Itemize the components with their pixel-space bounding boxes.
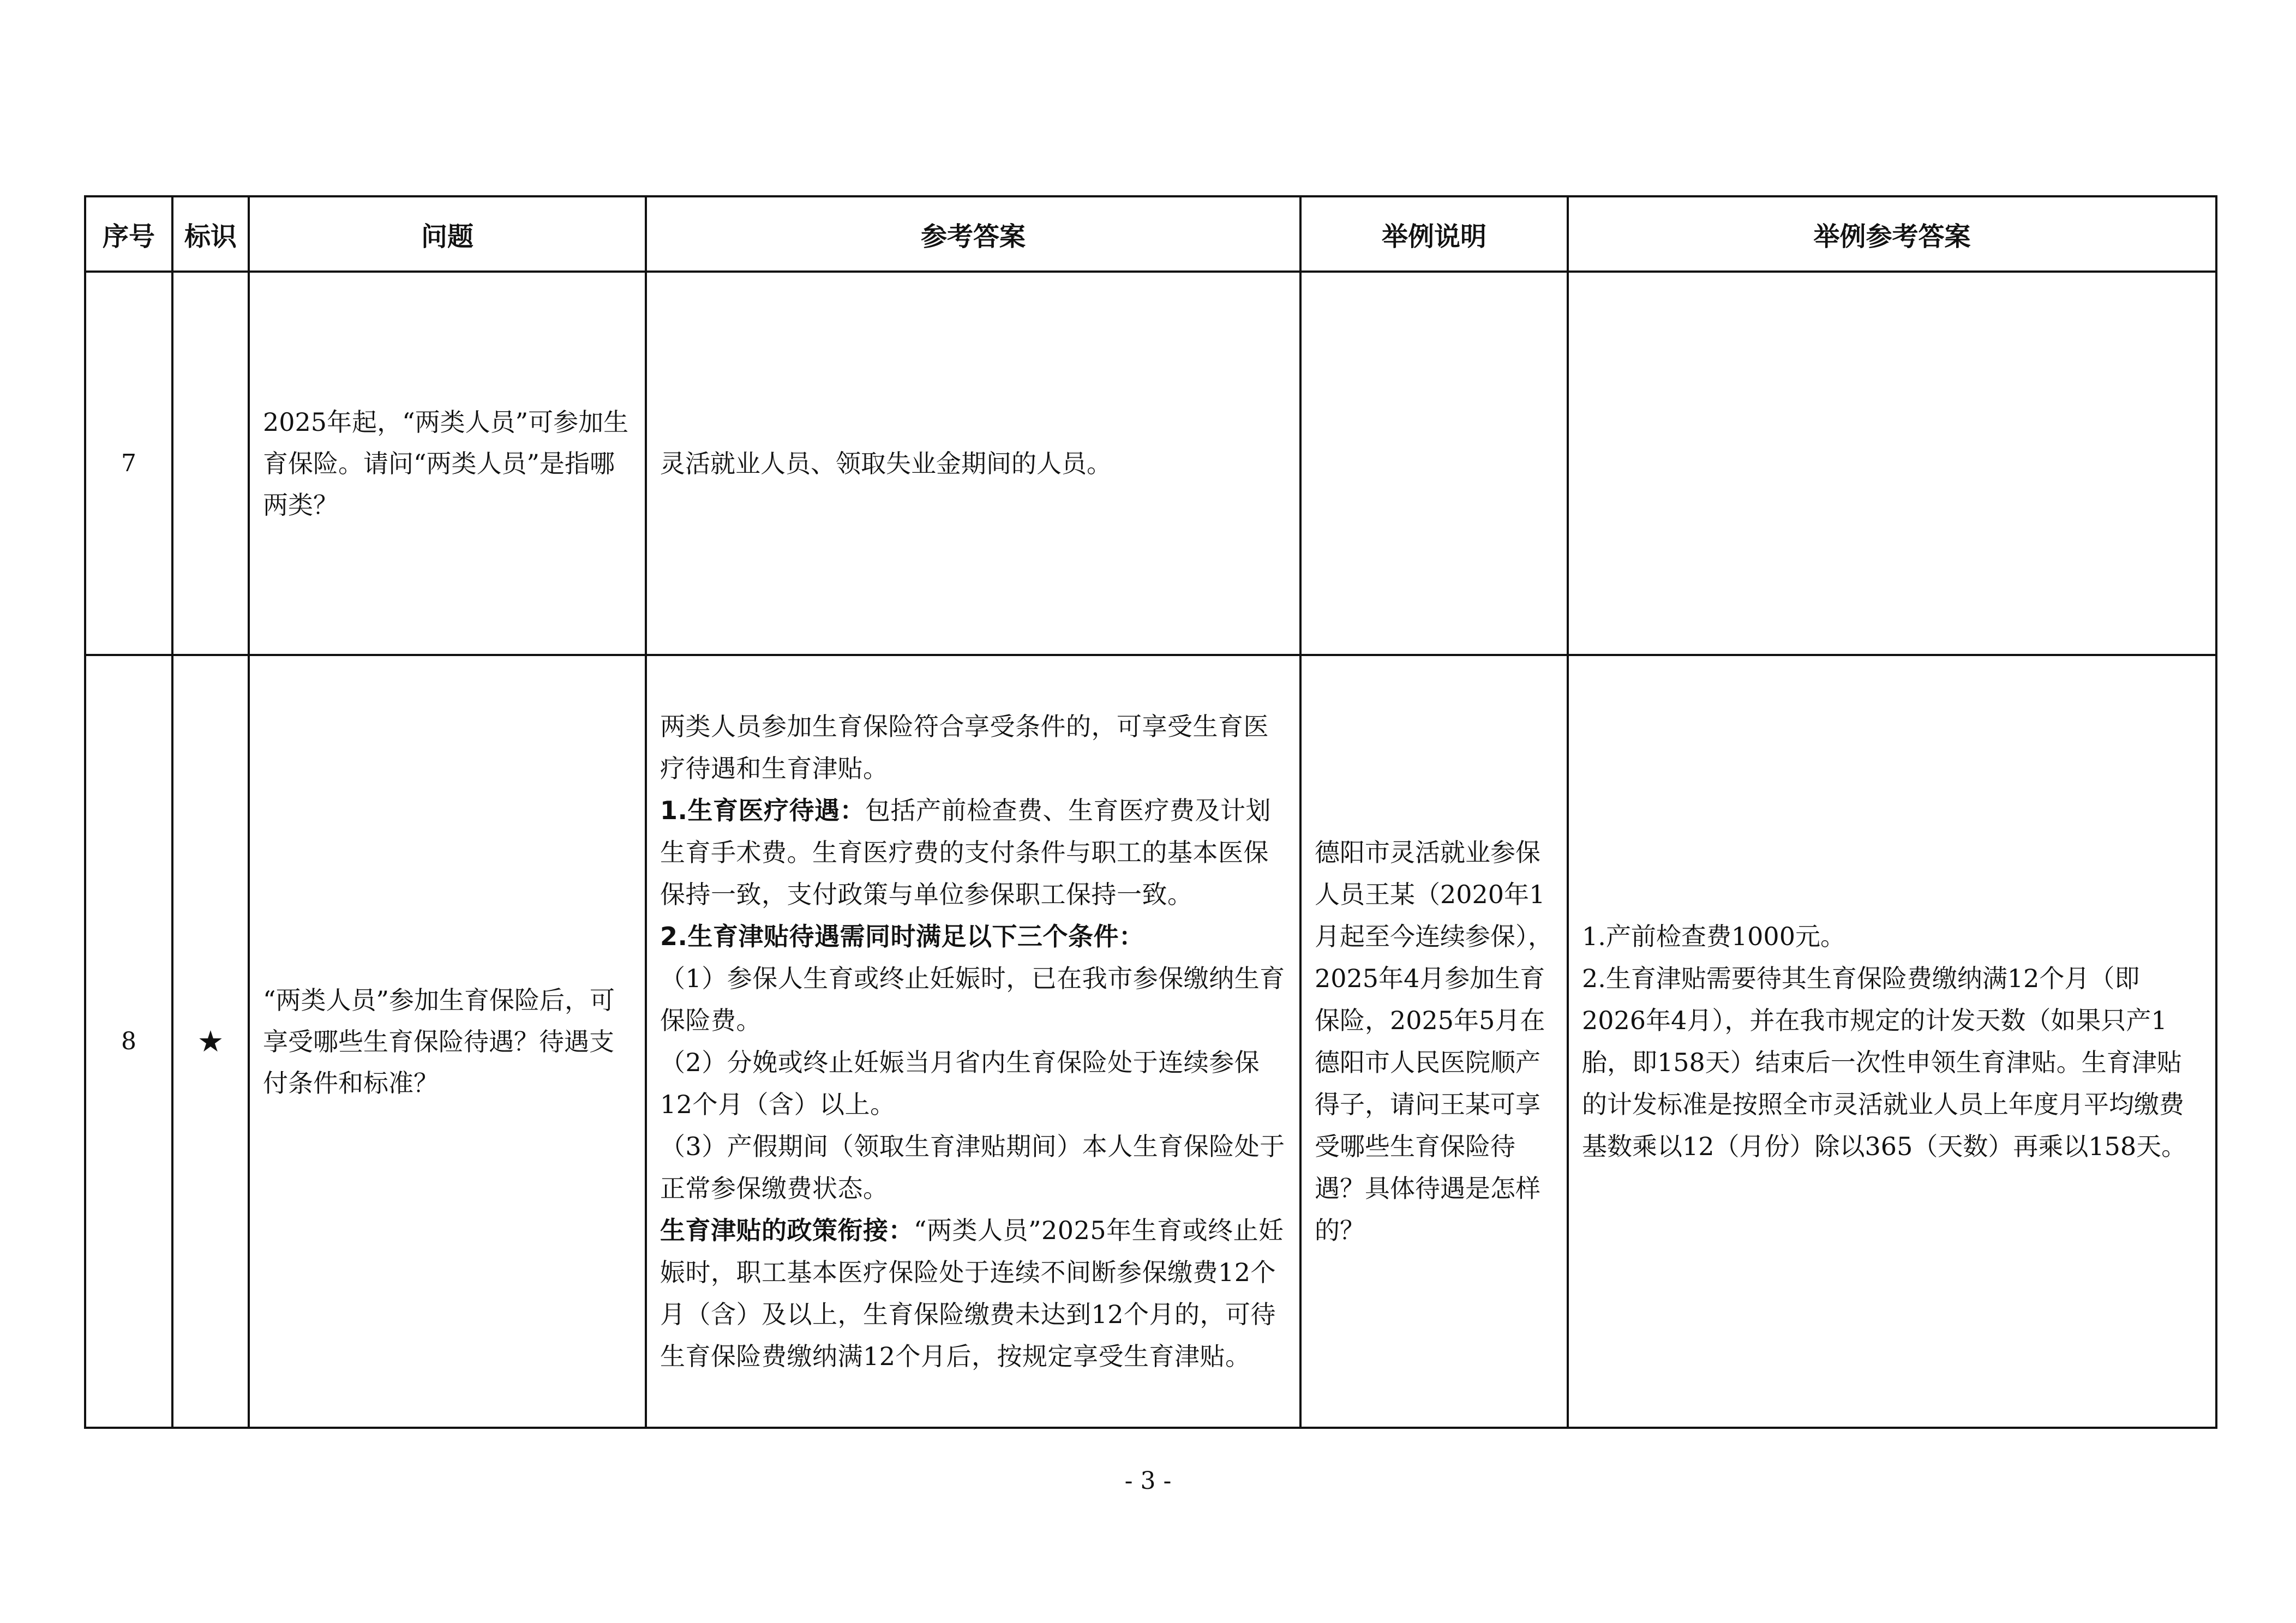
answer-intro: 两类人员参加生育保险符合享受条件的，可享受生育医疗待遇和生育津贴。 bbox=[660, 711, 1269, 783]
row-answer bbox=[646, 655, 1300, 1428]
row-seq: 7 bbox=[85, 272, 172, 655]
answer-policy-heading: 生育津贴的政策衔接： bbox=[660, 1215, 914, 1245]
row-question: “两类人员”参加生育保险后，可享受哪些生育保险待遇？待遇支付条件和标准？ bbox=[249, 655, 646, 1428]
faq-table bbox=[84, 195, 2217, 1429]
answer-medical bbox=[660, 790, 1286, 916]
table-header-row bbox=[85, 196, 2216, 272]
header-question: 问题 bbox=[249, 196, 646, 272]
header-example: 举例说明 bbox=[1300, 196, 1568, 272]
header-example-answer: 举例参考答案 bbox=[1568, 196, 2216, 272]
row-seq: 8 bbox=[85, 655, 172, 1428]
answer-policy bbox=[660, 1210, 1286, 1378]
table-row bbox=[85, 655, 2216, 1428]
example-answer-line-1: 1.产前检查费1000元。 bbox=[1582, 921, 1845, 951]
answer-condition-3: （3）产假期间（领取生育津贴期间）本人生育保险处于正常参保缴费状态。 bbox=[660, 1131, 1285, 1203]
header-answer: 参考答案 bbox=[646, 196, 1300, 272]
star-mark-icon: ★ bbox=[172, 655, 249, 1428]
answer-medical-text: 包括产前检查费、生育医疗费及计划生育手术费。生育医疗费的支付条件与职工的基本医保保持一致，支付政策与单位参保职工保持一致。 bbox=[660, 795, 1271, 909]
answer-medical-heading: 1.生育医疗待遇： bbox=[660, 795, 865, 825]
page-number: - 3 - bbox=[1124, 1467, 1172, 1495]
answer-allowance-heading bbox=[660, 916, 1286, 958]
table-row bbox=[85, 272, 2216, 655]
row-example bbox=[1300, 272, 1568, 655]
row-example-answer bbox=[1568, 655, 2216, 1428]
row-example: 德阳市灵活就业参保人员王某（2020年1月起至今连续参保），2025年4月参加生育保险，2025年5月在德阳市人民医院顺产得子，请问王某可享受哪些生育保险待遇？具体待遇是怎样的？ bbox=[1300, 655, 1568, 1428]
answer-policy-text: “两类人员”2025年生育或终止妊娠时，职工基本医疗保险处于连续不间断参保缴费12个月（含）及以上，生育保险缴费未达到12个月的，可待生育保险费缴纳满12个月后，按规定享受生育津贴。 bbox=[660, 1215, 1284, 1371]
row-mark bbox=[172, 272, 249, 655]
example-answer-line-2: 2.生育津贴需要待其生育保险费缴纳满12个月（即2026年4月），并在我市规定的计发天数（如果只产1胎，即158天）结束后一次性申领生育津贴。生育津贴的计发标准是按照全市灵活就业人员上年度月平均缴费基数乘以12（月份）除以365（天数）再乘以158天。 bbox=[1582, 963, 2187, 1161]
answer-condition-2: （2）分娩或终止妊娠当月省内生育保险处于连续参保12个月（含）以上。 bbox=[660, 1047, 1260, 1119]
header-mark: 标识 bbox=[172, 196, 249, 272]
answer-condition-1: （1）参保人生育或终止妊娠时，已在我市参保缴纳生育保险费。 bbox=[660, 963, 1285, 1035]
row-question: 2025年起，“两类人员”可参加生育保险。请问“两类人员”是指哪两类？ bbox=[249, 272, 646, 655]
header-seq: 序号 bbox=[85, 196, 172, 272]
answer-allowance-heading-text: 2.生育津贴待遇需同时满足以下三个条件： bbox=[660, 921, 1144, 951]
row-answer: 灵活就业人员、领取失业金期间的人员。 bbox=[646, 272, 1300, 655]
row-example-answer bbox=[1568, 272, 2216, 655]
